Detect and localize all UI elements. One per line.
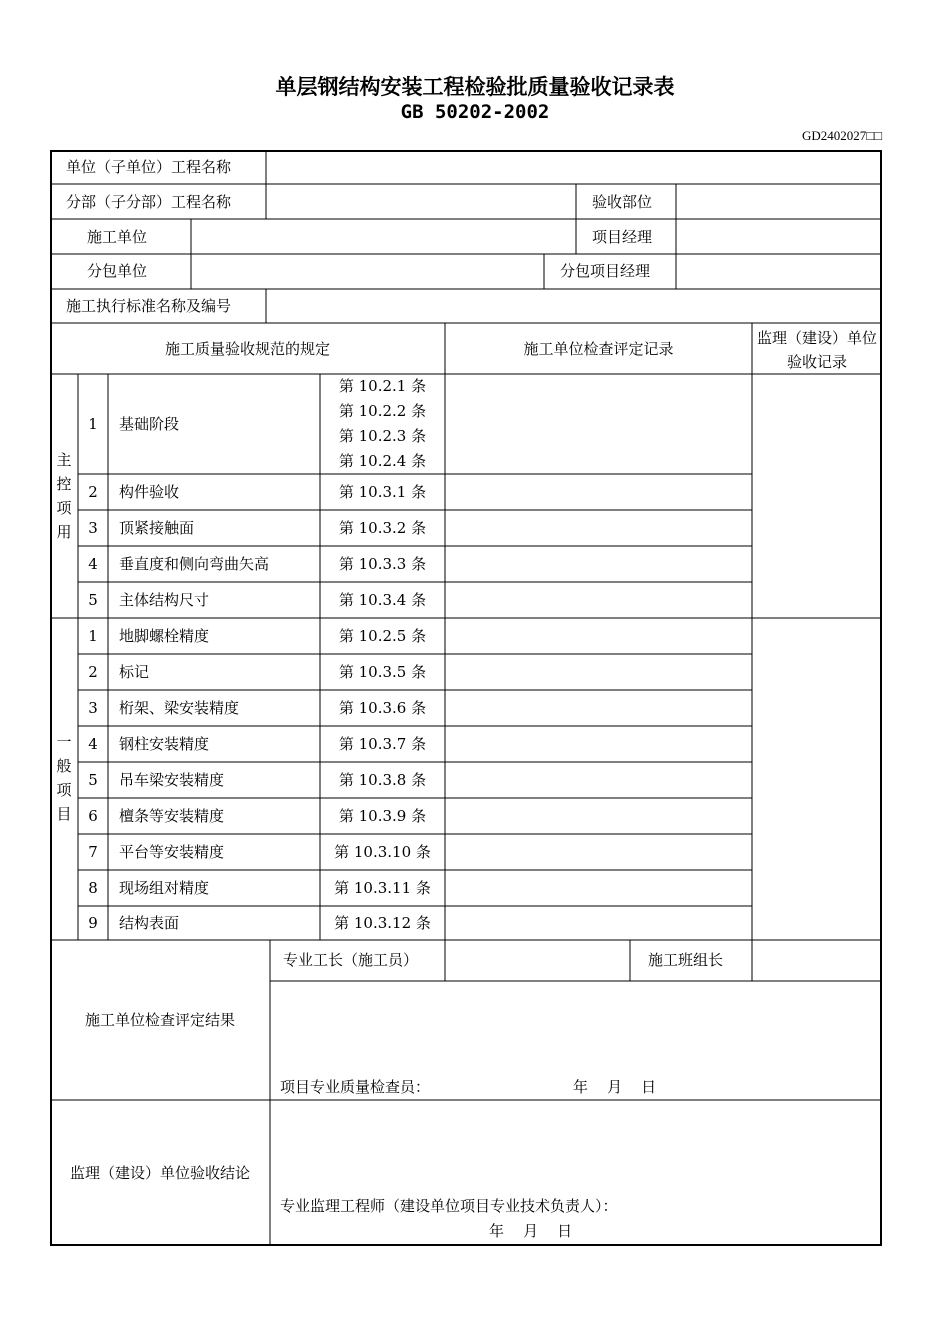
main-row-no: 3 — [88, 519, 98, 537]
main-row-clause: 第 10.3.2 条 — [338, 519, 427, 537]
general-row-no: 6 — [88, 807, 98, 825]
general-row-name: 地脚螺栓精度 — [119, 627, 210, 645]
general-row-clause: 第 10.2.5 条 — [338, 627, 427, 645]
check-record-header: 施工单位检查评定记录 — [523, 339, 674, 358]
general-label-char: 般 — [56, 757, 72, 775]
main-row-name: 主体结构尺寸 — [119, 591, 210, 609]
main-items-label — [50, 374, 78, 618]
main-row-no: 2 — [88, 483, 98, 501]
main-row-clause: 第 10.2.3 条 — [338, 427, 427, 445]
general-row-no: 9 — [88, 914, 98, 932]
form-title: 单层钢结构安装工程检验批质量验收记录表 — [275, 75, 675, 99]
unit-project-label: 单位（子单位）工程名称 — [66, 158, 232, 176]
general-row-clause: 第 10.3.5 条 — [338, 663, 427, 681]
general-row-clause: 第 10.3.7 条 — [338, 735, 427, 753]
general-items-label — [50, 618, 78, 940]
main-row-clause: 第 10.3.1 条 — [338, 483, 427, 501]
inspector-label: 项目专业质量检查员： — [280, 1078, 431, 1096]
general-label-char: 目 — [56, 805, 72, 823]
general-row-clause: 第 10.3.10 条 — [334, 843, 431, 861]
general-row-clause: 第 10.3.11 条 — [334, 879, 431, 897]
general-label-char: 项 — [56, 781, 72, 799]
main-row-name: 垂直度和侧向弯曲矢高 — [119, 555, 270, 573]
main-row-clause: 第 10.3.3 条 — [338, 555, 427, 573]
general-row-clause: 第 10.3.8 条 — [338, 771, 427, 789]
main-row-clause: 第 10.2.2 条 — [338, 402, 427, 420]
project-manager-label: 项目经理 — [592, 228, 653, 246]
general-row-no: 5 — [88, 771, 98, 789]
general-row-no: 7 — [88, 843, 98, 861]
main-row-name: 构件验收 — [119, 483, 180, 501]
result-date: 年 月 日 — [573, 1078, 657, 1096]
main-row-clause: 第 10.2.4 条 — [338, 452, 427, 470]
general-label-char: 一 — [56, 733, 72, 751]
acceptance-part-label: 验收部位 — [592, 193, 653, 211]
main-row-clause: 第 10.2.1 条 — [338, 377, 427, 395]
engineer-label: 专业监理工程师（建设单位项目专业技术负责人）： — [280, 1197, 618, 1215]
general-row-clause: 第 10.3.6 条 — [338, 699, 427, 717]
supervision-header: 监理（建设）单位验收记录 — [756, 329, 877, 371]
form-code: GD2402027□□ — [802, 128, 882, 143]
conclusion-date: 年 月 日 — [489, 1222, 573, 1240]
foreman-label: 专业工长（施工员） — [283, 951, 419, 969]
main-row-no: 4 — [88, 555, 98, 573]
team-leader-label: 施工班组长 — [648, 951, 724, 969]
subcontract-unit-label: 分包单位 — [87, 262, 148, 280]
inspection-table — [50, 150, 882, 1246]
main-row-no: 5 — [88, 591, 98, 609]
general-row-name: 现场组对精度 — [119, 879, 210, 897]
main-row-name: 顶紧接触面 — [119, 519, 195, 537]
general-row-name: 吊车梁安装精度 — [119, 771, 225, 789]
general-row-clause: 第 10.3.9 条 — [338, 807, 427, 825]
general-row-name: 桁架、梁安装精度 — [119, 699, 240, 717]
main-label-char: 主 — [56, 451, 72, 469]
general-row-no: 3 — [88, 699, 98, 717]
main-label-char: 项 — [56, 499, 72, 517]
subcontract-manager-label: 分包项目经理 — [560, 262, 651, 280]
spec-header: 施工质量验收规范的规定 — [164, 339, 330, 358]
result-label: 施工单位检查评定结果 — [84, 1011, 235, 1029]
standard-name-label: 施工执行标准名称及编号 — [66, 297, 232, 315]
standard-code: GB 50202-2002 — [400, 101, 550, 123]
general-row-name: 结构表面 — [119, 914, 180, 932]
general-row-name: 檀条等安装精度 — [119, 807, 225, 825]
main-row-clause: 第 10.3.4 条 — [338, 591, 427, 609]
general-row-no: 4 — [88, 735, 98, 753]
main-row-no: 1 — [88, 415, 98, 433]
general-row-no: 2 — [88, 663, 98, 681]
general-row-clause: 第 10.3.12 条 — [334, 914, 431, 932]
general-row-name: 标记 — [119, 663, 150, 681]
general-row-no: 1 — [88, 627, 98, 645]
construction-unit-label: 施工单位 — [87, 228, 148, 246]
conclusion-label: 监理（建设）单位验收结论 — [69, 1164, 250, 1182]
main-label-char: 控 — [56, 475, 72, 493]
sub-project-label: 分部（子分部）工程名称 — [66, 193, 232, 211]
general-row-no: 8 — [88, 879, 98, 897]
main-row-name: 基础阶段 — [119, 415, 180, 433]
main-label-char: 用 — [56, 523, 72, 541]
general-row-name: 平台等安装精度 — [119, 843, 225, 861]
general-row-name: 钢柱安装精度 — [119, 735, 210, 753]
